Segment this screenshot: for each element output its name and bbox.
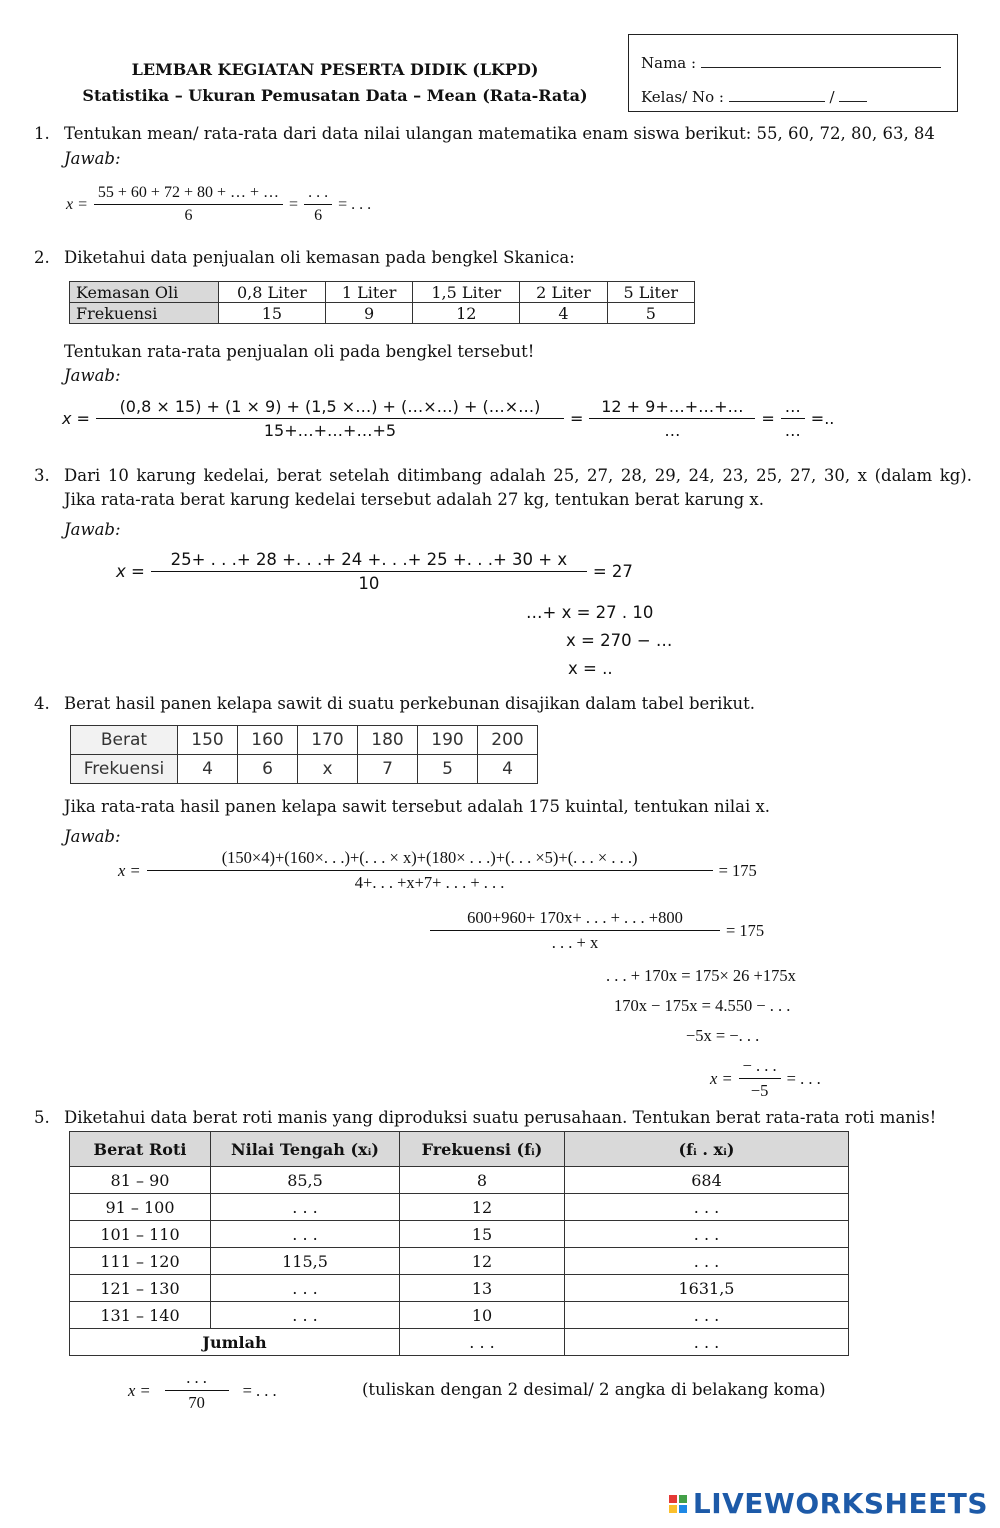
q1-lhs: x = xyxy=(66,195,88,213)
q3-text-line1: Dari 10 karung kedelai, berat setelah ditimbang adalah 25, 27, 28, 29, 24, 23, 25, 27, 30, x (dalam kg). xyxy=(64,466,972,485)
q5-result[interactable]: = . . . xyxy=(242,1380,277,1400)
q3-formula xyxy=(116,550,633,593)
nama-label: Nama : xyxy=(641,54,697,72)
table-header-cell: Berat Roti xyxy=(70,1132,211,1167)
nama-row xyxy=(641,53,941,72)
q2-fraction-1 xyxy=(96,397,564,440)
q1-numerator-2[interactable]: . . . xyxy=(304,184,332,205)
table-cell: 121 – 130 xyxy=(70,1275,211,1302)
q4-table-row-berat xyxy=(71,726,538,755)
q3-fraction xyxy=(151,550,587,593)
table-cell: 111 – 120 xyxy=(70,1248,211,1275)
table-cell: 684 xyxy=(565,1167,849,1194)
table-cell: 180 xyxy=(358,726,418,755)
q2-numerator-3[interactable]: … xyxy=(781,397,805,419)
q2-denominator-2[interactable]: … xyxy=(664,421,681,440)
q4-formula-6 xyxy=(710,1056,821,1101)
table-cell: 170 xyxy=(298,726,358,755)
table-cell: 6 xyxy=(238,755,298,784)
q2-equals-1: = xyxy=(569,409,584,428)
table-cell: 85,5 xyxy=(211,1167,400,1194)
table-cell: 5 xyxy=(418,755,478,784)
q4-rhs-2: = 175 xyxy=(726,920,765,940)
table-cell: 1 Liter xyxy=(325,282,412,303)
table-cell[interactable]: . . . xyxy=(565,1329,849,1356)
q5-denominator: 70 xyxy=(188,1393,205,1412)
q2-numerator-2[interactable]: 12 + 9+…+…+… xyxy=(589,397,755,419)
q5-fraction xyxy=(165,1368,229,1413)
q1-number: 1. xyxy=(34,124,50,143)
table-cell: x xyxy=(298,755,358,784)
q3-jawab-label: Jawab: xyxy=(64,520,121,539)
worksheet-subtitle: Statistika – Ukuran Pemusatan Data – Mean (Rata-Rata) xyxy=(82,86,588,105)
q2-jawab-label: Jawab: xyxy=(64,366,121,385)
table-cell[interactable]: . . . xyxy=(565,1248,849,1275)
q2-denominator-3[interactable]: … xyxy=(784,421,801,440)
q1-formula xyxy=(66,184,371,225)
q4-numerator-6[interactable]: − . . . xyxy=(739,1056,781,1079)
table-cell: 13 xyxy=(400,1275,565,1302)
table-cell: 4 xyxy=(478,755,538,784)
table-cell: Frekuensi xyxy=(71,755,178,784)
q4-numerator-1[interactable]: (150×4)+(160×. . .)+(. . . × x)+(180× . . .)+(. . . ×5)+(. . . × . . .) xyxy=(147,848,713,871)
q4-lhs-6: x = xyxy=(710,1068,733,1088)
q2-result[interactable]: =.. xyxy=(810,409,835,428)
table-header-cell: Nilai Tengah (xᵢ) xyxy=(211,1132,400,1167)
q2-question: Tentukan rata-rata penjualan oli pada bengkel tersebut! xyxy=(64,342,535,361)
table-header-cell: (fᵢ . xᵢ) xyxy=(565,1132,849,1167)
table-cell: 1631,5 xyxy=(565,1275,849,1302)
q4-step-3[interactable]: . . . + 170x = 175× 26 +175x xyxy=(606,966,796,985)
table-cell[interactable]: . . . xyxy=(211,1302,400,1329)
q5-numerator[interactable]: . . . xyxy=(165,1368,229,1391)
table-cell: 15 xyxy=(218,303,325,324)
q4-harvest-table xyxy=(70,725,538,784)
table-cell: 200 xyxy=(478,726,538,755)
q2-fraction-2 xyxy=(589,397,755,440)
q1-numerator-1[interactable]: 55 + 60 + 72 + 80 + … + … xyxy=(94,184,283,205)
q4-step-5[interactable]: −5x = −. . . xyxy=(686,1026,760,1045)
q1-equals: = xyxy=(289,195,299,213)
q4-formula-1 xyxy=(118,848,757,893)
q1-fraction-2 xyxy=(304,184,332,225)
table-cell: 0,8 Liter xyxy=(218,282,325,303)
table-cell: Berat xyxy=(71,726,178,755)
q1-fraction-1 xyxy=(94,184,283,225)
table-cell: 9 xyxy=(325,303,412,324)
q3-numerator[interactable]: 25+ . . .+ 28 +. . .+ 24 +. . .+ 25 +. . .+ 30 + x xyxy=(151,550,587,572)
q1-denominator-1: 6 xyxy=(184,207,193,224)
kelas-row xyxy=(641,87,867,106)
q4-rhs-1: = 175 xyxy=(718,860,757,880)
q4-text: Berat hasil panen kelapa sawit di suatu perkebunan disajikan dalam tabel berikut. xyxy=(64,694,755,713)
no-field[interactable] xyxy=(839,87,867,102)
q2-numerator-1[interactable]: (0,8 × 15) + (1 × 9) + (1,5 ×…) + (…×…) + (…×…) xyxy=(96,397,564,419)
table-cell: 101 – 110 xyxy=(70,1221,211,1248)
worksheet-title: LEMBAR KEGIATAN PESERTA DIDIK (LKPD) xyxy=(131,60,539,79)
table-cell[interactable]: . . . xyxy=(211,1221,400,1248)
q4-denominator-1[interactable]: 4+. . . +x+7+ . . . + . . . xyxy=(354,873,505,892)
q2-table-row-frekuensi xyxy=(70,303,695,324)
table-header-cell: Frekuensi (fᵢ) xyxy=(400,1132,565,1167)
q5-formula xyxy=(128,1368,277,1413)
q4-formula-2 xyxy=(430,908,764,953)
table-cell: 8 xyxy=(400,1167,565,1194)
table-cell: 15 xyxy=(400,1221,565,1248)
nama-field[interactable] xyxy=(701,53,941,68)
q4-denominator-2[interactable]: . . . + x xyxy=(551,933,599,952)
table-cell: 131 – 140 xyxy=(70,1302,211,1329)
kelas-label: Kelas/ No : xyxy=(641,88,724,106)
kelas-field[interactable] xyxy=(729,87,825,102)
table-cell: 4 xyxy=(178,755,238,784)
table-cell[interactable]: . . . xyxy=(211,1275,400,1302)
table-cell: 5 Liter xyxy=(607,282,694,303)
q3-step-1[interactable]: …+ x = 27 . 10 xyxy=(526,603,654,622)
logo-grid-icon xyxy=(669,1495,689,1515)
table-cell: Jumlah xyxy=(70,1329,400,1356)
table-cell: 190 xyxy=(418,726,478,755)
q4-step-4[interactable]: 170x − 175x = 4.550 − . . . xyxy=(614,996,791,1015)
table-cell: 1,5 Liter xyxy=(413,282,520,303)
q2-oil-table xyxy=(69,281,695,324)
q3-step-2[interactable]: x = 270 − … xyxy=(566,631,673,650)
table-cell: 12 xyxy=(400,1194,565,1221)
table-row xyxy=(70,1221,849,1248)
q4-lhs-1: x = xyxy=(118,860,141,880)
table-total-row xyxy=(70,1329,849,1356)
q4-fraction-6 xyxy=(739,1056,781,1101)
q3-number: 3. xyxy=(34,466,50,485)
q4-number: 4. xyxy=(34,694,50,713)
q2-number: 2. xyxy=(34,248,50,267)
q2-fraction-3 xyxy=(781,397,805,440)
kelas-separator: / xyxy=(829,88,835,106)
q5-number: 5. xyxy=(34,1108,50,1127)
q5-note: (tuliskan dengan 2 desimal/ 2 angka di belakang koma) xyxy=(362,1380,826,1399)
table-cell: 12 xyxy=(413,303,520,324)
q4-question: Jika rata-rata hasil panen kelapa sawit tersebut adalah 175 kuintal, tentukan nilai x. xyxy=(64,797,771,816)
table-cell: 160 xyxy=(238,726,298,755)
logo-text: LIVEWORKSHEETS xyxy=(692,1487,988,1520)
q5-table-header xyxy=(70,1132,849,1167)
q4-result[interactable]: = . . . xyxy=(786,1068,821,1088)
q1-result[interactable]: = . . . xyxy=(338,195,372,213)
table-cell: Frekuensi xyxy=(70,303,219,324)
q2-denominator-1[interactable]: 15+…+…+…+5 xyxy=(263,421,397,440)
q4-table-row-frekuensi xyxy=(71,755,538,784)
liveworksheets-logo xyxy=(669,1487,988,1520)
table-cell[interactable]: . . . xyxy=(565,1194,849,1221)
q3-step-3[interactable]: x = .. xyxy=(568,659,613,678)
table-row xyxy=(70,1248,849,1275)
table-cell: 81 – 90 xyxy=(70,1167,211,1194)
table-row xyxy=(70,1275,849,1302)
q1-jawab-label: Jawab: xyxy=(64,149,121,168)
table-cell: 150 xyxy=(178,726,238,755)
table-cell[interactable]: . . . xyxy=(565,1302,849,1329)
q3-lhs: x = xyxy=(116,562,145,581)
q5-bread-table xyxy=(69,1131,849,1356)
q2-formula xyxy=(62,397,834,440)
q3-denominator: 10 xyxy=(358,574,380,593)
table-cell: 115,5 xyxy=(211,1248,400,1275)
q2-text: Diketahui data penjualan oli kemasan pada bengkel Skanica: xyxy=(64,248,575,267)
q4-numerator-2[interactable]: 600+960+ 170x+ . . . + . . . +800 xyxy=(430,908,720,931)
q4-jawab-label: Jawab: xyxy=(64,827,121,846)
student-identity-box xyxy=(628,34,958,112)
q3-text-line2: Jika rata-rata berat karung kedelai tersebut adalah 27 kg, tentukan berat karung x. xyxy=(64,490,764,509)
table-row xyxy=(70,1167,849,1194)
table-cell: 7 xyxy=(358,755,418,784)
table-cell[interactable]: . . . xyxy=(400,1329,565,1356)
q3-rhs: = 27 xyxy=(592,562,633,581)
q2-table-row-kemasan xyxy=(70,282,695,303)
table-cell: 5 xyxy=(607,303,694,324)
q4-denominator-6: −5 xyxy=(750,1081,769,1100)
q1-denominator-2: 6 xyxy=(314,207,323,224)
table-cell: 2 Liter xyxy=(520,282,607,303)
table-cell: 91 – 100 xyxy=(70,1194,211,1221)
table-cell: 12 xyxy=(400,1248,565,1275)
q1-text: Tentukan mean/ rata-rata dari data nilai ulangan matematika enam siswa berikut: 55, 60, 72, 80, 63, 84 xyxy=(64,124,935,143)
table-cell: 10 xyxy=(400,1302,565,1329)
table-cell: Kemasan Oli xyxy=(70,282,219,303)
table-cell[interactable]: . . . xyxy=(565,1221,849,1248)
q4-fraction-1 xyxy=(147,848,713,893)
q2-equals-2: = xyxy=(761,409,775,428)
q4-fraction-2 xyxy=(430,908,720,953)
q5-lhs: x = xyxy=(128,1380,151,1400)
q2-lhs: x = xyxy=(62,409,90,428)
q5-text: Diketahui data berat roti manis yang diproduksi suatu perusahaan. Tentukan berat rata-rata roti manis! xyxy=(64,1108,937,1127)
table-row xyxy=(70,1302,849,1329)
table-cell[interactable]: . . . xyxy=(211,1194,400,1221)
table-cell: 4 xyxy=(520,303,607,324)
table-row xyxy=(70,1194,849,1221)
